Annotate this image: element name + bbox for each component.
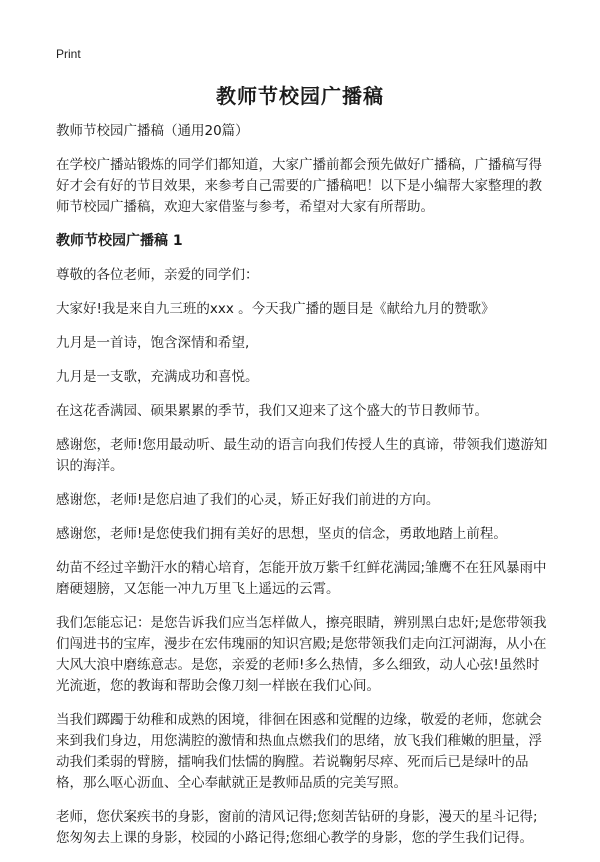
section-heading: 教师节校园广播稿 1 <box>56 233 183 249</box>
body-paragraph: 大家好!我是来自九三班的xxx 。今天我广播的题目是《献给九月的赞歌》 <box>56 301 495 317</box>
body-paragraph: 感谢您，老师!您用最动听、最生动的语言向我们传授人生的真谛，带领我们遨游知识的海洋。 <box>56 437 548 474</box>
body-paragraph: 感谢您，老师!是您启迪了我们的心灵，矫正好我们前进的方向。 <box>56 492 440 508</box>
body-paragraph: 我们怎能忘记：是您告诉我们应当怎样做人，擦亮眼睛，辨别黑白忠奸;是您带领我们闯进书的宝库，漫步在宏伟瑰丽的知识宫殿;是您带领我们走向江河湖海，从小在大风大浪中磨练意志。是您，亲爱的老师!多么热情，多么细致，动人心弦!虽然时光流逝，您的教诲和帮助会像刀刻一样嵌在我们心间。 <box>56 615 547 694</box>
body-paragraph: 九月是一首诗，饱含深情和希望, <box>56 335 250 351</box>
document-body <box>56 121 550 862</box>
document-subtitle: 教师节校园广播稿（通用20篇） <box>56 123 249 139</box>
body-paragraph: 在这花香满园、硕果累累的季节，我们又迎来了这个盛大的节日教师节。 <box>56 403 488 419</box>
body-paragraph: 九月是一支歌，充满成功和喜悦。 <box>56 369 259 385</box>
body-paragraph: 尊敬的各位老师，亲爱的同学们： <box>56 267 259 283</box>
body-paragraph: 当我们踯躅于幼稚和成熟的困境，徘徊在困惑和觉醒的边缘，敬爱的老师，您就会来到我们身边，用您满腔的激情和热血点燃我们的思绪，放飞我们稚嫩的胆量，浮动我们柔弱的臂膀，擂响我们怯懦的胸膛。若说鞠躬尽瘁、死而后已是绿叶的品格，那么呕心沥血、全心奉献就正是教师品质的完美写照。 <box>56 712 542 791</box>
body-paragraph: 老师，您伏案疾书的身影，窗前的清风记得;您刻苦钻研的身影，漫天的星斗记得;您匆匆去上课的身影，校园的小路记得;您细心教学的身影，您的学生我们记得。 <box>56 809 538 846</box>
print-link[interactable]: Print <box>56 47 81 61</box>
body-paragraph: 幼苗不经过辛勤汗水的精心培育，怎能开放万紫千红鲜花满园;雏鹰不在狂风暴雨中磨硬翅膀，又怎能一冲九万里飞上遥远的云霄。 <box>56 560 547 597</box>
page-title: 教师节校园广播稿 <box>216 84 384 108</box>
intro-paragraph: 在学校广播站锻炼的同学们都知道，大家广播前都会预先做好广播稿，广播稿写得好才会有好的节目效果，来参考自己需要的广播稿吧！以下是小编帮大家整理的教师节校园广播稿，欢迎大家借鉴与参考，希望对大家有所帮助。 <box>56 157 542 215</box>
body-paragraph: 感谢您，老师!是您使我们拥有美好的思想，坚贞的信念，勇敢地踏上前程。 <box>56 526 507 542</box>
